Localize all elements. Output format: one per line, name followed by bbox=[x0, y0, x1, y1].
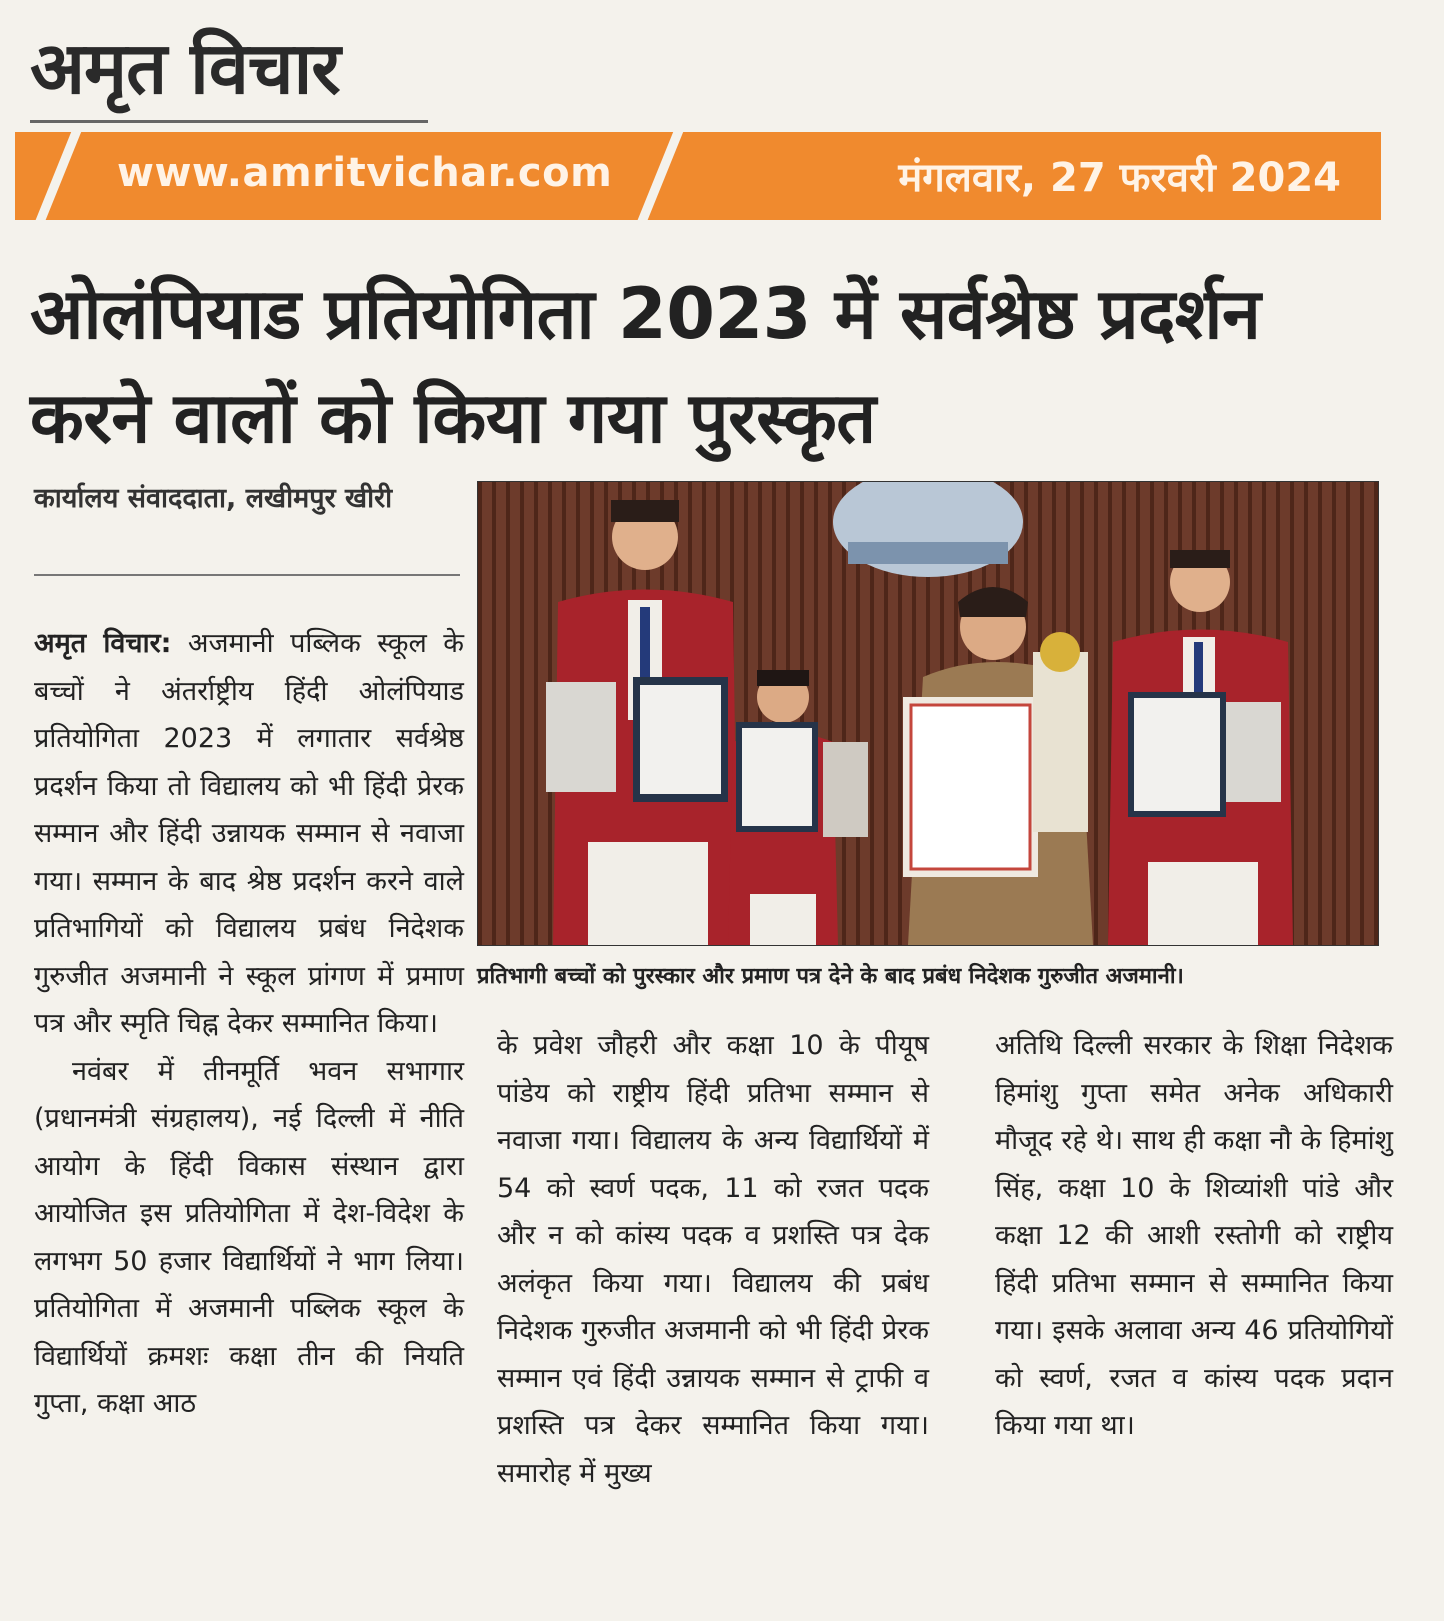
article-paragraph-2: नवंबर में तीनमूर्ति भवन सभागार (प्रधानमंत्री संग्रहालय), नई दिल्ली में नीति आयोग के हिंदी विकास संस्थान द्वारा आयोजित इस प्रतियोगिता में देश-विदेश के लगभग 50 हजार विद्यार्थियों ने भाग लिया। प्रतियोगिता में अजमानी पब्लिक स्कूल के विद्यार्थियों क्रमशः कक्षा तीन की नियति गुप्ता, कक्षा आठ bbox=[34, 1055, 464, 1419]
dateline: अमृत विचार: bbox=[34, 628, 172, 659]
newspaper-masthead: अमृत विचार bbox=[30, 26, 340, 110]
byline-rule bbox=[34, 574, 460, 576]
paragraph-1-text: अजमानी पब्लिक स्कूल के बच्चों ने अंतर्राष्ट्रीय हिंदी ओलंपियाड प्रतियोगिता 2023 में लगातार सर्वश्रेष्ठ प्रदर्शन किया तो विद्यालय को भी हिंदी प्रेरक सम्मान और हिंदी उन्नायक सम्मान से नवाजा गया। सम्मान के बाद श्रेष्ठ प्रदर्शन करने वाले प्रतिभागियों को विद्यालय प्रबंध निदेशक गुरुजीत अजमानी ने स्कूल प्रांगण में प्रमाण पत्र और स्मृति चिह्न देकर सम्मानित किया। bbox=[34, 628, 464, 1039]
article-column-1 bbox=[34, 620, 464, 1428]
band-divider-left bbox=[31, 132, 85, 220]
website-url: www.amritvichar.com bbox=[117, 150, 613, 196]
masthead-rule bbox=[30, 120, 428, 123]
award-photo bbox=[477, 481, 1379, 946]
article-paragraph-1 bbox=[34, 620, 464, 1048]
article-column-3 bbox=[995, 1022, 1393, 1450]
byline: कार्यालय संवाददाता, लखीमपुर खीरी bbox=[34, 483, 393, 514]
photo-caption: प्रतिभागी बच्चों को पुरस्कार और प्रमाण पत्र देने के बाद प्रबंध निदेशक गुरुजीत अजमानी। bbox=[477, 964, 1184, 989]
award-ceremony-illustration bbox=[478, 482, 1378, 945]
band-divider-right bbox=[633, 132, 687, 220]
article-paragraph-4: अतिथि दिल्ली सरकार के शिक्षा निदेशक हिमांशु गुप्ता समेत अनेक अधिकारी मौजूद रहे थे। साथ ही कक्षा नौ के हिमांशु सिंह, कक्षा 10 के शिव्यांशी पांडे और कक्षा 12 की आशी रस्तोगी को राष्ट्रीय हिंदी प्रतिभा सम्मान से सम्मानित किया गया। इसके अलावा अन्य 46 प्रतियोगियों को स्वर्ण, रजत व कांस्य पदक प्रदान किया गया था। bbox=[995, 1030, 1393, 1441]
article-column-2 bbox=[497, 1022, 929, 1497]
issue-date: मंगलवार, 27 फरवरी 2024 bbox=[898, 155, 1341, 201]
headline: ओलंपियाड प्रतियोगिता 2023 में सर्वश्रेष्ठ प्रदर्शन करने वालों को किया गया पुरस्कृत bbox=[30, 273, 1261, 459]
header-band bbox=[15, 132, 1381, 220]
article-paragraph-3: के प्रवेश जौहरी और कक्षा 10 के पीयूष पांडेय को राष्ट्रीय हिंदी प्रतिभा सम्मान से नवाजा गया। विद्यालय के अन्य विद्यार्थियों में 54 को स्वर्ण पदक, 11 को रजत पदक और न को कांस्य पदक व प्रशस्ति पत्र देक अलंकृत किया गया। विद्यालय की प्रबंध निदेशक गुरुजीत अजमानी को भी हिंदी प्रेरक सम्मान एवं हिंदी उन्नायक सम्मान से ट्राफी व प्रशस्ति पत्र देकर सम्मानित किया गया। समारोह में मुख्य bbox=[497, 1030, 929, 1489]
